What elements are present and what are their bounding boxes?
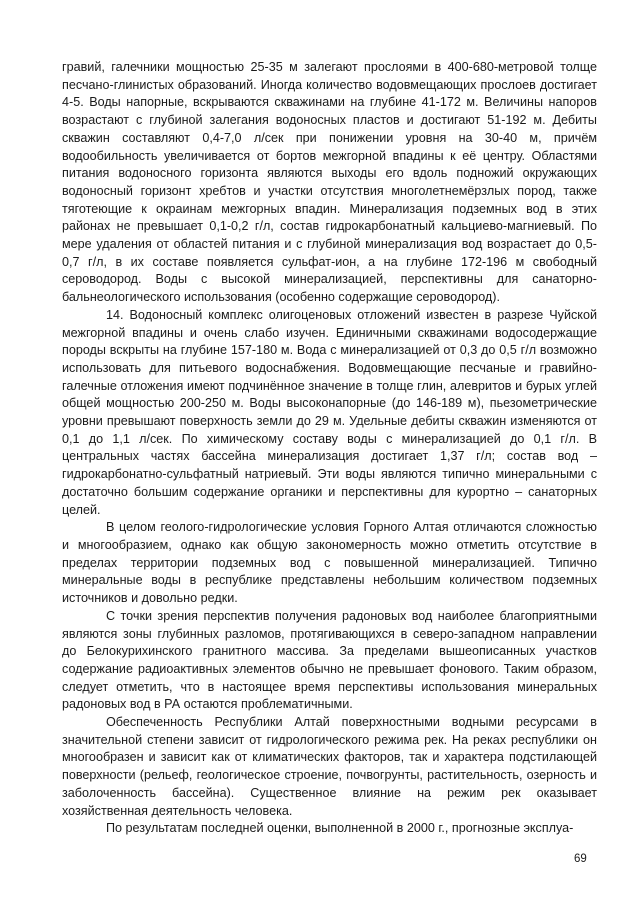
page-number: 69 [574,853,587,865]
paragraph-surface-water: Обеспеченность Республики Алтай поверхностными водными ресурсами в значительной степени зависит от гидрологического режима рек. На реках республики он многообразен и зависит как от климатических факторов, так и характера подстилающей поверхности (рельеф, геологическое строение, почвогрунты, растительность, озерность и заболоченность бассейна). Существенное влияние на режим рек оказывает хозяйственная деятельность человека. [62,715,597,818]
paragraph-continuation: гравий, галечники мощностью 25-35 м залегают прослоями в 400-680-метровой толще песчано-глинистых образований. Иногда количество водовмещающих прослоев достигает 4-5. Воды напорные, вскрываются скважинами на глубине 41-172 м. Величины напоров возрастают с глубиной залегания водоносных пластов и достигают 51-192 м. Дебиты скважин составляют 0,4-7,0 л/сек при понижении уровня на 30-40 м, причём водообильность увеличивается от бортов межгорной впадины к её центру. Областями питания водоносного горизонта являются выходы его вдоль подножий окружающих водоносный горизонт хребтов и участки отсутствия многолетнемёрзлых пород, также тяготеющие к окраинам межгорных впадин. Минерализация подземных вод в этих районах не превышает 0,1-0,2 г/л, состав гидрокарбонатный кальциево-магниевый. По мере удаления от областей питания и с глубиной минерализация вод возрастает до 0,5-0,7 г/л, в их составе появляется сульфат-ион, а на глубине 172-196 м свободный сероводород. Воды с высокой минерализацией, перспективны для санаторно-бальнеологического использования (особенно содержащие сероводород). [62,60,597,305]
paragraph-assessment: По результатам последней оценки, выполненной в 2000 г., прогнозные эксплуа- [106,821,574,836]
paragraph-general-conditions: В целом геолого-гидрологические условия Горного Алтая отличаются сложностью и многообразием, однако как общую закономерность можно отметить отсутствие в пределах территории подземных вод с повышенной минерализацией. Типично минеральные воды в республике представлены небольшим количеством подземных источников и довольно редки. [62,520,597,606]
paragraph-aquifer-14: 14. Водоносный комплекс олигоценовых отложений известен в разрезе Чуйской межгорной впадины и очень слабо изучен. Единичными скважинами водосодержащие породы вскрыты на глубине 157-180 м. Вода с минерализацией от 0,3 до 0,5 г/л возможно использовать для питьевого водоснабжения. Водовмещающие песчаные и гравийно-галечные отложения имеют подчинённое значение в толще глин, алевритов и бурых углей общей мощностью 200-250 м. Воды высоконапорные (до 146-189 м), пьезометрические уровни превышают поверхность земли до 29 м. Удельные дебиты скважин изменяются от 0,1 до 1,1 л/сек. По химическому составу воды с минерализацией до 0,1 г/л. В центральных частях бассейна минерализация достигает 1,37 г/л; состав вод – гидрокарбонатно-сульфатный натриевый. Эти воды являются типично минеральными с достаточно большим содержание органики и перспективны для курортно – санаторных целей. [62,307,597,517]
paragraph-radon-waters: С точки зрения перспектив получения радоновых вод наиболее благоприятными являются зоны глубинных разломов, протягивающихся в северо-западном направлении до Белокурихинского гранитного массива. За пределами вышеописанных участков содержание радиоактивных элементов обычно не превышает фонового. Таким образом, следует отметить, что в настоящее время перспективы использования минеральных радоновых вод в РА остаются проблематичными. [62,608,597,712]
body-text [62,59,597,838]
